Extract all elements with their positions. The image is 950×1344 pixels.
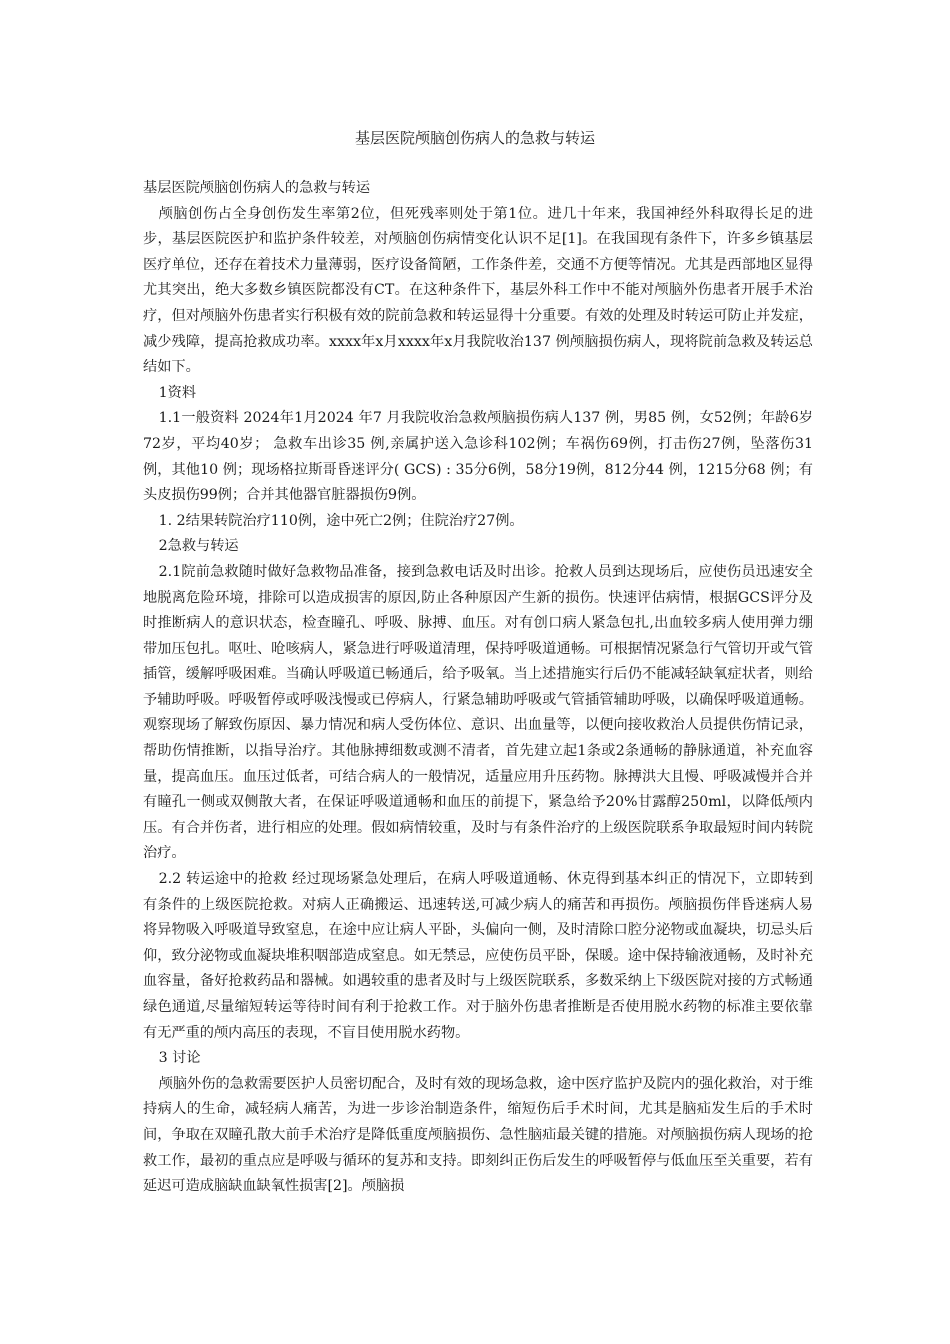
paragraph-discussion: 颅脑外伤的急救需要医护人员密切配合，及时有效的现场急救，途中医疗监护及院内的强化救治，对于维持病人的生命，减轻病人痛苦，为进一步诊治制造条件，缩短伤后手术时间，尤其是脑疝发生后的手术时间，争取在双瞳孔散大前手术治疗是降低重度颅脑损伤、急性脑疝最关键的措施。对颅脑损伤病人现场的抢救工作，最初的重点应是呼吸与循环的复苏和支持。即刻纠正伤后发生的呼吸暂停与低血压至关重要，若有延迟可造成脑缺血缺氧性损害[2]。颅脑损 — [143, 1075, 813, 1195]
paragraph-transport: 2.2 转运途中的抢救 经过现场紧急处理后，在病人呼吸道通畅、休克得到基本纠正的情况下，立即转到有条件的上级医院抢救。对病人正确搬运、迅速转送,可减少病人的痛苦和再损伤。颅脑损伤伴昏迷病人易将异物吸入呼吸道导致窒息，在途中应让病人平卧，头偏向一侧，及时清除口腔分泌物或血凝块，切忌头后仰，致分泌物或血凝块堆积咽部造成窒息。如无禁忌，应使伤员平卧，保暖。途中保持输液通畅，及时补充血容量，备好抢救药品和器械。如遇较重的患者及时与上级医院联系，多数采纳上下级医院对接的方式畅通绿色通道,尽量缩短转运等待时间有利于抢救工作。对于脑外伤患者推断是否使用脱水药物的标准主要依靠有无严重的颅内高压的表现，不盲目使用脱水药物。 — [143, 871, 813, 1041]
section-heading-rescue: 2急救与转运 — [158, 538, 239, 555]
section-heading-materials: 1资料 — [158, 384, 197, 401]
paragraph-results: 1. 2结果转院治疗110例，途中死亡2例；住院治疗27例。 — [158, 512, 524, 529]
paragraph-intro: 颅脑创伤占全身创伤发生率第2位，但死残率则处于第1位。进几十年来，我国神经外科取得长足的进步，基层医院医护和监护条件较差，对颅脑创伤病情变化认识不足[1]。在我国现有条件下，许多乡镇基层医疗单位，还存在着技术力量薄弱，医疗设备简陋，工作条件差，交通不方便等情况。尤其是西部地区显得尤其突出，绝大多数乡镇医院都没有CT。在这种条件下，基层外科工作中不能对颅脑外伤患者开展手术治疗，但对颅脑外伤患者实行积极有效的院前急救和转运显得十分重要。有效的处理及时转运可防止并发症，减少残障，提高抢救成功率。xxxx年x月xxxx年x月我院收治137 例颅脑损伤病人，现将院前急救及转运总结如下。 — [143, 205, 813, 376]
document-title: 基层医院颅脑创伤病人的急救与转运 — [354, 129, 595, 147]
body-subtitle: 基层医院颅脑创伤病人的急救与转运 — [143, 180, 371, 196]
paragraph-prehospital: 2.1院前急救随时做好急救物品准备，接到急救电话及时出诊。抢救人员到达现场后，应使伤员迅速安全地脱离危险环境，排除可以造成损害的原因,防止各种原因产生新的损伤。快速评估病情，根据GCS评分及时推断病人的意识状态，检查瞳孔、呼吸、脉搏、血压。对有创口病人紧急包扎,出血较多病人使用弹力绷带加压包扎。呕吐、呛咳病人，紧急进行呼吸道清理，保持呼吸道通畅。可根据情况紧急行气管切开或气管插管，缓解呼吸困难。当确认呼吸道已畅通后，给予吸氧。当上述措施实行后仍不能减轻缺氧症状者，则给予辅助呼吸。呼吸暂停或呼吸浅慢或已停病人，行紧急辅助呼吸或气管插管辅助呼吸，以确保呼吸道通畅。观察现场了解致伤原因、暴力情况和病人受伤体位、意识、出血量等，以便向接收救治人员提供伤情记录，帮助伤情推断，以指导治疗。其他脉搏细数或测不清者，首先建立起1条或2条通畅的静脉通道，补充血容量，提高血压。血压过低者，可结合病人的一般情况，适量应用升压药物。脉搏洪大且慢、呼吸减慢并合并有瞳孔一侧或双侧散大者，在保证呼吸道通畅和血压的前提下，紧急给予20%甘露醇250ml，以降低颅内压。有合并伤者，进行相应的处理。假如病情较重，及时与有条件治疗的上级医院联系争取最短时间内转院治疗。 — [143, 563, 813, 862]
document-body — [143, 176, 813, 1200]
paragraph-general-info: 1.1一般资料 2024年1月2024 年7 月我院收治急救颅脑损伤病人137 例，男85 例，女52例；年龄6岁72岁，平均40岁； 急救车出诊35 例,亲属护送入急诊科102例；车祸伤69例，打击伤27例，坠落伤31例，其他10 例；现场格拉斯哥昏迷评分( GCS) : 35分6例，58分19例，812分44 例，1215分68 例；有头皮损伤99例；合并其他器官脏器损伤9例。 — [143, 410, 813, 504]
section-heading-discussion: 3 讨论 — [158, 1050, 201, 1067]
